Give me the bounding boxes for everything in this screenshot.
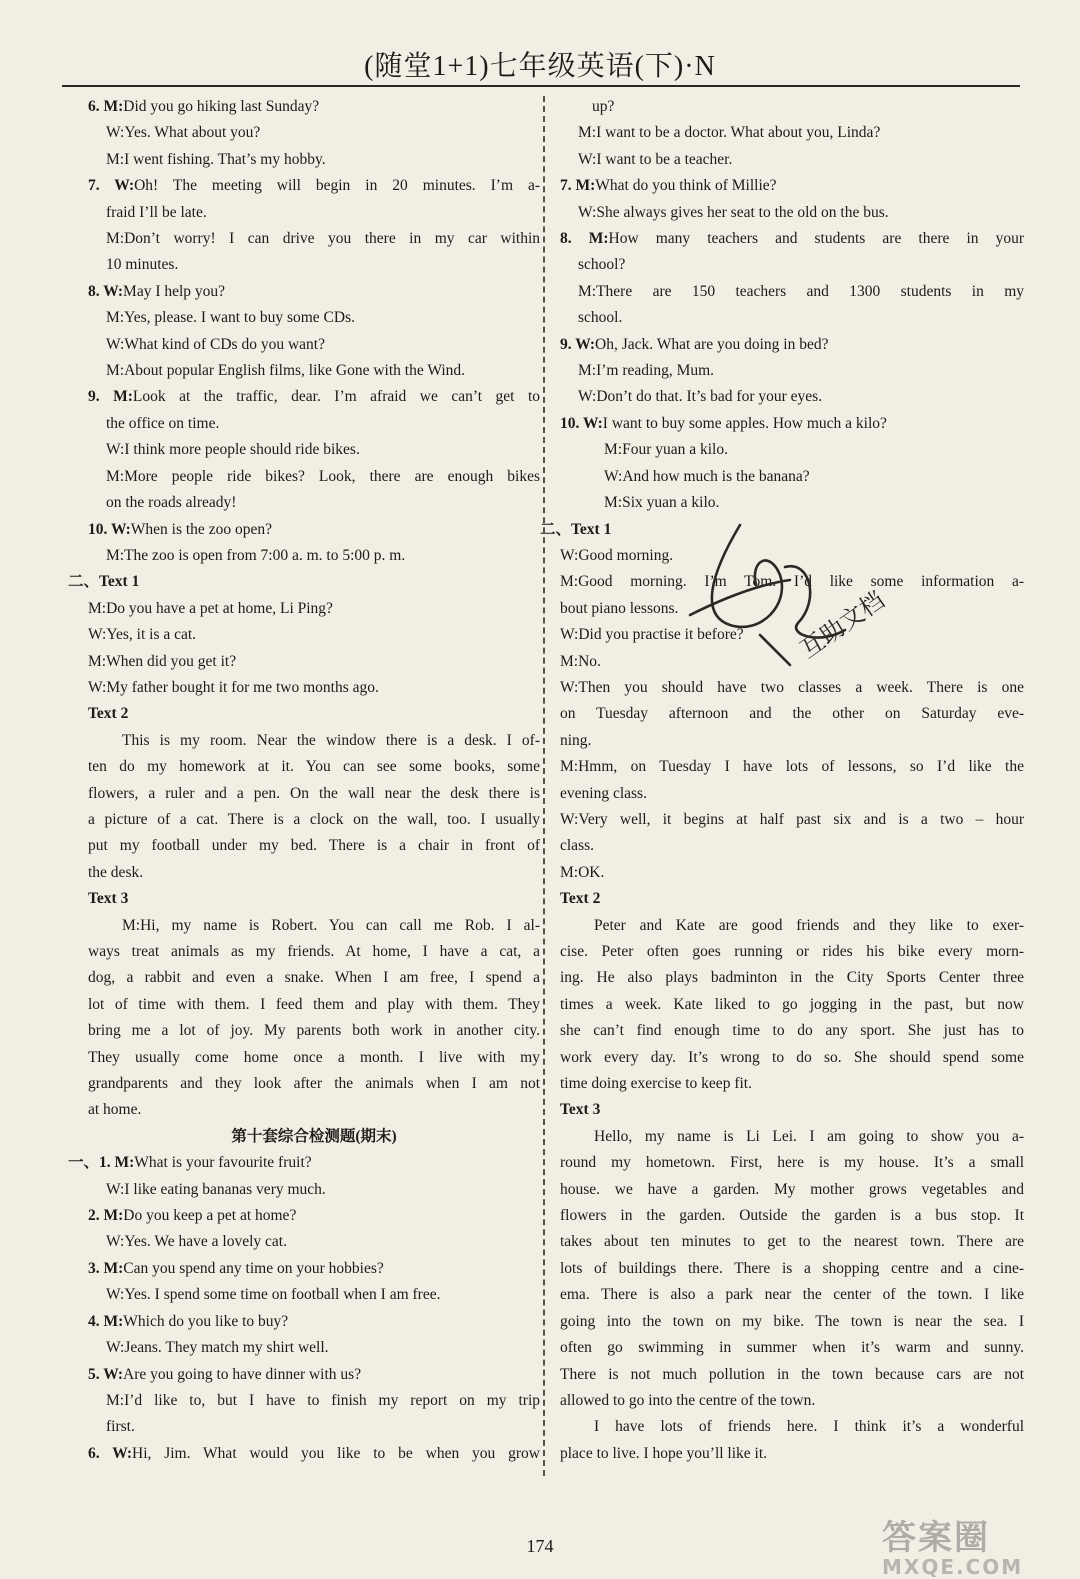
line-text: dog, a rabbit and even a snake. When I am free, I spend a <box>88 969 540 987</box>
line-text: W:I think more people should ride bikes. <box>106 441 360 459</box>
line-text: W:Jeans. They match my shirt well. <box>106 1339 329 1357</box>
left_column-line <box>88 860 540 886</box>
left_column-line <box>88 411 540 437</box>
line-text: W:I want to be a teacher. <box>578 150 733 168</box>
line-text: They usually come home once a month. I live with my <box>88 1048 540 1066</box>
left_column-line <box>88 1388 540 1414</box>
left_column-line <box>88 1229 540 1255</box>
line-text: 第十套综合检测题(期末) <box>231 1127 397 1145</box>
line-text: M:The zoo is open from 7:00 a. m. to 5:00 p. m. <box>106 546 406 564</box>
right_column-line <box>560 305 1024 331</box>
line-text: M:More people ride bikes? Look, there are enough bikes <box>106 467 540 485</box>
left_column-line <box>88 1018 540 1044</box>
line-tag: Text 3 <box>560 1101 601 1119</box>
left_column-line <box>88 701 540 727</box>
line-text: M:I’d like to, but I have to finish my report on my trip <box>106 1391 540 1409</box>
right_column-line <box>560 1282 1024 1308</box>
line-tag: 一、1. M: <box>68 1154 135 1172</box>
line-text: ema. There is also a park near the center of the town. I like <box>560 1286 1024 1304</box>
line-text: Peter and Kate are good friends and they like to exer- <box>594 916 1024 934</box>
right_column-line <box>560 886 1024 912</box>
right_column-line <box>560 807 1024 833</box>
line-tag: 8. W: <box>88 282 124 300</box>
line-text: M:I want to be a doctor. What about you, Linda? <box>578 124 881 142</box>
line-tag: 二、Text 1 <box>540 520 612 538</box>
right_column-line <box>560 147 1024 173</box>
line-text: bring me a lot of joy. My parents both work in another city. <box>88 1022 540 1040</box>
line-text: work every day. It’s wrong to do so. She should spend some <box>560 1048 1024 1066</box>
line-text: put my football under my bed. There is a chair in front of <box>88 837 540 855</box>
right_column-line <box>560 860 1024 886</box>
right_column-line <box>560 1309 1024 1335</box>
right_column-line <box>560 252 1024 278</box>
line-tag: 6. W: <box>88 1444 132 1462</box>
line-text: takes about ten minutes to get to the nearest town. There are <box>560 1233 1024 1251</box>
left_column-line <box>88 543 540 569</box>
right_column-line <box>560 226 1024 252</box>
line-text: the desk. <box>88 863 144 881</box>
line-text: I want to buy some apples. How much a kilo? <box>602 414 887 432</box>
line-tag: 9. M: <box>88 388 133 406</box>
line-tag: 8. M: <box>560 230 609 248</box>
line-text: lot of time with them. I feed them and play with them. They <box>88 995 540 1013</box>
page-number: 174 <box>526 1536 554 1556</box>
right_column-line <box>560 1071 1024 1097</box>
line-text: ing. He also plays badminton in the City Sports Center three <box>560 969 1024 987</box>
line-text: cise. Peter often goes running or rides his bike every morn- <box>560 943 1024 960</box>
line-text: round my hometown. First, here is my house. It’s a small <box>560 1154 1024 1172</box>
right_column-line <box>560 279 1024 305</box>
line-text: Did you go hiking last Sunday? <box>123 98 320 115</box>
left_column-line <box>88 437 540 463</box>
left_column-line <box>88 1441 540 1467</box>
line-text: flowers in the garden. Outside the garden is a bus stop. It <box>560 1207 1024 1225</box>
line-text: M:There are 150 teachers and 1300 students in my <box>578 282 1024 300</box>
line-text: M:No. <box>560 652 601 670</box>
line-text: W:Yes, it is a cat. <box>88 626 197 644</box>
line-text: flowers, a ruler and a pen. On the wall near the desk there is <box>88 784 540 802</box>
line-text: house. we have a garden. My mother grows vegetables and <box>560 1180 1024 1198</box>
right_column-line <box>560 965 1024 991</box>
left_column-line <box>88 1282 540 1308</box>
right_column-line <box>560 464 1024 490</box>
right_column-line <box>560 1097 1024 1123</box>
right_column-line <box>560 781 1024 807</box>
left_column-line <box>88 596 540 622</box>
line-text: M:Four yuan a kilo. <box>604 441 728 459</box>
line-text: M:Six yuan a kilo. <box>604 494 720 512</box>
left_column-line <box>88 1362 540 1388</box>
right_column-line <box>560 1203 1024 1229</box>
watermark <box>882 1510 1072 1579</box>
left_column-line <box>88 279 540 305</box>
stamp-text: 互助文档 <box>794 585 890 664</box>
left_column-line <box>88 622 540 648</box>
line-text: on the roads already! <box>106 494 237 512</box>
line-text: evening class. <box>560 784 647 802</box>
line-tag: 二、Text 1 <box>68 573 140 591</box>
line-text: M:OK. <box>560 863 605 881</box>
line-text: W:My father bought it for me two months ago. <box>88 678 379 696</box>
left_column-line <box>88 226 540 252</box>
left_column-line <box>88 886 540 912</box>
line-text: M:Yes, please. I want to buy some CDs. <box>106 309 355 327</box>
left_column-line <box>88 384 540 410</box>
line-text: M:When did you get it? <box>88 652 237 670</box>
line-text: M:Hmm, on Tuesday I have lots of lessons, so I’d like the <box>560 758 1024 776</box>
right_column-line <box>560 384 1024 410</box>
line-text: school. <box>578 309 623 327</box>
line-text: W:Yes. I spend some time on football when I am free. <box>106 1286 441 1304</box>
line-text: W:Very well, it begins at half past six and is a two – hour <box>560 810 1024 828</box>
left_column-line <box>88 675 540 701</box>
line-text: Hello, my name is Li Lei. I am going to show you a- <box>594 1127 1024 1145</box>
right_column-line <box>560 754 1024 780</box>
line-text: Can you spend any time on your hobbies? <box>123 1259 384 1277</box>
right_column-line <box>560 1414 1024 1440</box>
right_column-line <box>560 1362 1024 1388</box>
line-text: Are you going to have dinner with us? <box>123 1365 362 1383</box>
line-text: W:And how much is the banana? <box>604 467 810 485</box>
line-text: the office on time. <box>106 414 220 432</box>
line-text: Hi, Jim. What would you like to be when you grow <box>132 1444 540 1462</box>
line-text: time doing exercise to keep fit. <box>560 1075 752 1093</box>
line-text: grandparents and they look after the animals when I am not <box>88 1075 540 1093</box>
left_column-line <box>88 464 540 490</box>
right_column-line <box>560 94 1024 120</box>
line-text: a picture of a cat. There is a clock on the wall, too. I usually <box>88 810 540 828</box>
line-text: M:About popular English films, like Gone with the Wind. <box>106 362 466 380</box>
right_column-line <box>560 437 1024 463</box>
left_column-line <box>88 807 540 833</box>
right_column-line <box>560 200 1024 226</box>
left_column-line <box>68 1150 540 1176</box>
left_column-line <box>88 1097 540 1123</box>
line-text: Look at the traffic, dear. I’m afraid we can’t get to <box>132 388 540 406</box>
left_column-line <box>88 94 540 120</box>
right_column-line <box>560 992 1024 1018</box>
line-tag: Text 2 <box>88 705 129 723</box>
right_column-line <box>560 701 1024 727</box>
left_column-line <box>88 939 540 965</box>
handwritten-stamp <box>670 505 890 680</box>
right_column-line <box>560 358 1024 384</box>
line-text: times a week. Kate liked to go jogging in the past, but now <box>560 995 1024 1013</box>
line-text: W:Yes. We have a lovely cat. <box>106 1233 287 1251</box>
left_column-line <box>88 147 540 173</box>
left_column-line <box>88 173 540 199</box>
line-text: class. <box>560 837 595 855</box>
right_column-line <box>560 1335 1024 1361</box>
line-tag: 10. W: <box>560 414 603 432</box>
line-tag: 2. M: <box>88 1207 124 1225</box>
left_column-line <box>88 965 540 991</box>
line-text: W:Yes. What about you? <box>106 124 261 142</box>
line-text: W:What kind of CDs do you want? <box>106 335 325 353</box>
line-text: M:Do you have a pet at home, Li Ping? <box>88 599 333 617</box>
right-column <box>540 94 1024 1467</box>
left_column-line <box>88 913 540 939</box>
header-rule <box>62 85 1020 87</box>
right_column-line <box>560 1124 1024 1150</box>
line-tag: 5. W: <box>88 1365 124 1383</box>
left_column-line <box>88 332 540 358</box>
right_column-line <box>560 1018 1024 1044</box>
left_column-line <box>88 1045 540 1071</box>
right_column-line <box>560 173 1024 199</box>
right_column-line <box>560 1045 1024 1071</box>
right_column-line <box>560 1177 1024 1203</box>
line-text: When is the zoo open? <box>130 520 272 538</box>
line-text: M:I went fishing. That’s my hobby. <box>106 150 326 168</box>
left_column-line <box>88 305 540 331</box>
line-text: Which do you like to buy? <box>123 1312 289 1330</box>
line-tag: Text 3 <box>88 890 129 908</box>
line-text: There is not much pollution in the town because cars are not <box>560 1365 1024 1383</box>
line-text: M:Good morning. I’m Tom. I’d like some information a- <box>560 573 1024 591</box>
line-text: 10 minutes. <box>106 256 179 274</box>
line-text: W:Don’t do that. It’s bad for your eyes. <box>578 388 823 406</box>
left_column-line <box>88 728 540 754</box>
right_column-line <box>560 1388 1024 1414</box>
left_column-line <box>88 1335 540 1361</box>
line-text: What do you think of Millie? <box>595 177 777 195</box>
line-tag: 9. W: <box>560 335 596 353</box>
line-text: Oh! The meeting will begin in 20 minutes. I’m a- <box>134 177 540 195</box>
line-text: up? <box>592 98 615 115</box>
line-tag: 7. M: <box>560 177 596 195</box>
line-tag: 10. W: <box>88 520 131 538</box>
left_column-line <box>88 1203 540 1229</box>
right_column-line <box>560 913 1024 939</box>
left_column-line <box>88 992 540 1018</box>
line-text: W:Then you should have two classes a week. There is one <box>560 678 1024 696</box>
line-text: What is your favourite fruit? <box>134 1154 312 1172</box>
right_column-line <box>560 1441 1024 1467</box>
line-text: place to live. I hope you’ll like it. <box>560 1444 768 1462</box>
right_column-line <box>560 833 1024 859</box>
line-text: This is my room. Near the window there is a desk. I of- <box>122 731 540 749</box>
line-text: May I help you? <box>123 282 226 300</box>
left_column-line <box>88 252 540 278</box>
left_column-line <box>88 1309 540 1335</box>
line-text: bout piano lessons. <box>560 599 679 617</box>
line-text: going into the town on my bike. The town is near the sea. I <box>560 1312 1024 1330</box>
line-tag: 7. W: <box>88 177 135 195</box>
left_column-line <box>88 200 540 226</box>
line-text: Do you keep a pet at home? <box>123 1207 297 1225</box>
right_column-line <box>560 411 1024 437</box>
left_column-line <box>88 1256 540 1282</box>
line-text: ways treat animals as my friends. At home, I have a cat, a <box>88 943 540 960</box>
line-tag: 4. M: <box>88 1312 124 1330</box>
left_column-line <box>88 1177 540 1203</box>
line-text: she can’t find enough time to do any sport. She just has to <box>560 1022 1024 1040</box>
left_column-line <box>88 358 540 384</box>
line-text: M:I’m reading, Mum. <box>578 362 715 380</box>
line-text: Oh, Jack. What are you doing in bed? <box>595 335 829 353</box>
line-text: allowed to go into the centre of the town. <box>560 1391 816 1409</box>
line-tag: 6. M: <box>88 98 124 115</box>
right_column-line <box>560 1150 1024 1176</box>
line-text: How many teachers and students are there in your <box>608 230 1024 248</box>
left_column-line <box>88 1071 540 1097</box>
line-text: school? <box>578 256 626 274</box>
left_column-line <box>88 120 540 146</box>
right_column-line <box>560 939 1024 965</box>
line-text: W:Did you practise it before? <box>560 626 744 644</box>
left-column <box>68 94 540 1467</box>
line-text: W:I like eating bananas very much. <box>106 1180 326 1198</box>
line-text: I have lots of friends here. I think it’s a wonderful <box>594 1418 1024 1436</box>
line-text: on Tuesday afternoon and the other on Saturday eve- <box>560 705 1024 723</box>
line-tag: 3. M: <box>88 1259 124 1277</box>
left_column-line <box>88 649 540 675</box>
left_column-line <box>88 781 540 807</box>
line-text: ning. <box>560 731 592 749</box>
left_column-line <box>68 569 540 595</box>
left_column-line <box>88 490 540 516</box>
left_column-line <box>88 1124 540 1150</box>
line-tag: Text 2 <box>560 890 601 908</box>
right_column-line <box>560 332 1024 358</box>
left_column-line <box>88 517 540 543</box>
watermark-en: MXQE.COM <box>882 1555 1024 1579</box>
page-header: (随堂1+1)七年级英语(下)·N <box>364 51 716 82</box>
column-divider <box>543 96 545 1476</box>
line-text: first. <box>106 1418 135 1436</box>
line-text: M:Don’t worry! I can drive you there in my car within <box>106 230 540 248</box>
right_column-line <box>560 1256 1024 1282</box>
right_column-line <box>560 728 1024 754</box>
line-text: lots of buildings there. There is a shopping centre and a cine- <box>560 1259 1024 1277</box>
line-text: ten do my homework at it. You can see some books, some <box>88 758 540 776</box>
line-text: W:She always gives her seat to the old on the bus. <box>578 203 889 221</box>
line-text: fraid I’ll be late. <box>106 203 207 221</box>
left_column-line <box>88 833 540 859</box>
line-text: at home. <box>88 1101 142 1119</box>
line-text: W:Good morning. <box>560 546 674 564</box>
right_column-line <box>560 1229 1024 1255</box>
left_column-line <box>88 754 540 780</box>
right_column-line <box>560 120 1024 146</box>
left_column-line <box>88 1414 540 1440</box>
watermark-cn: 答案圈 <box>882 1518 990 1558</box>
line-text: often go swimming in summer when it’s warm and sunny. <box>560 1339 1024 1357</box>
line-text: M:Hi, my name is Robert. You can call me Rob. I al- <box>122 916 540 934</box>
